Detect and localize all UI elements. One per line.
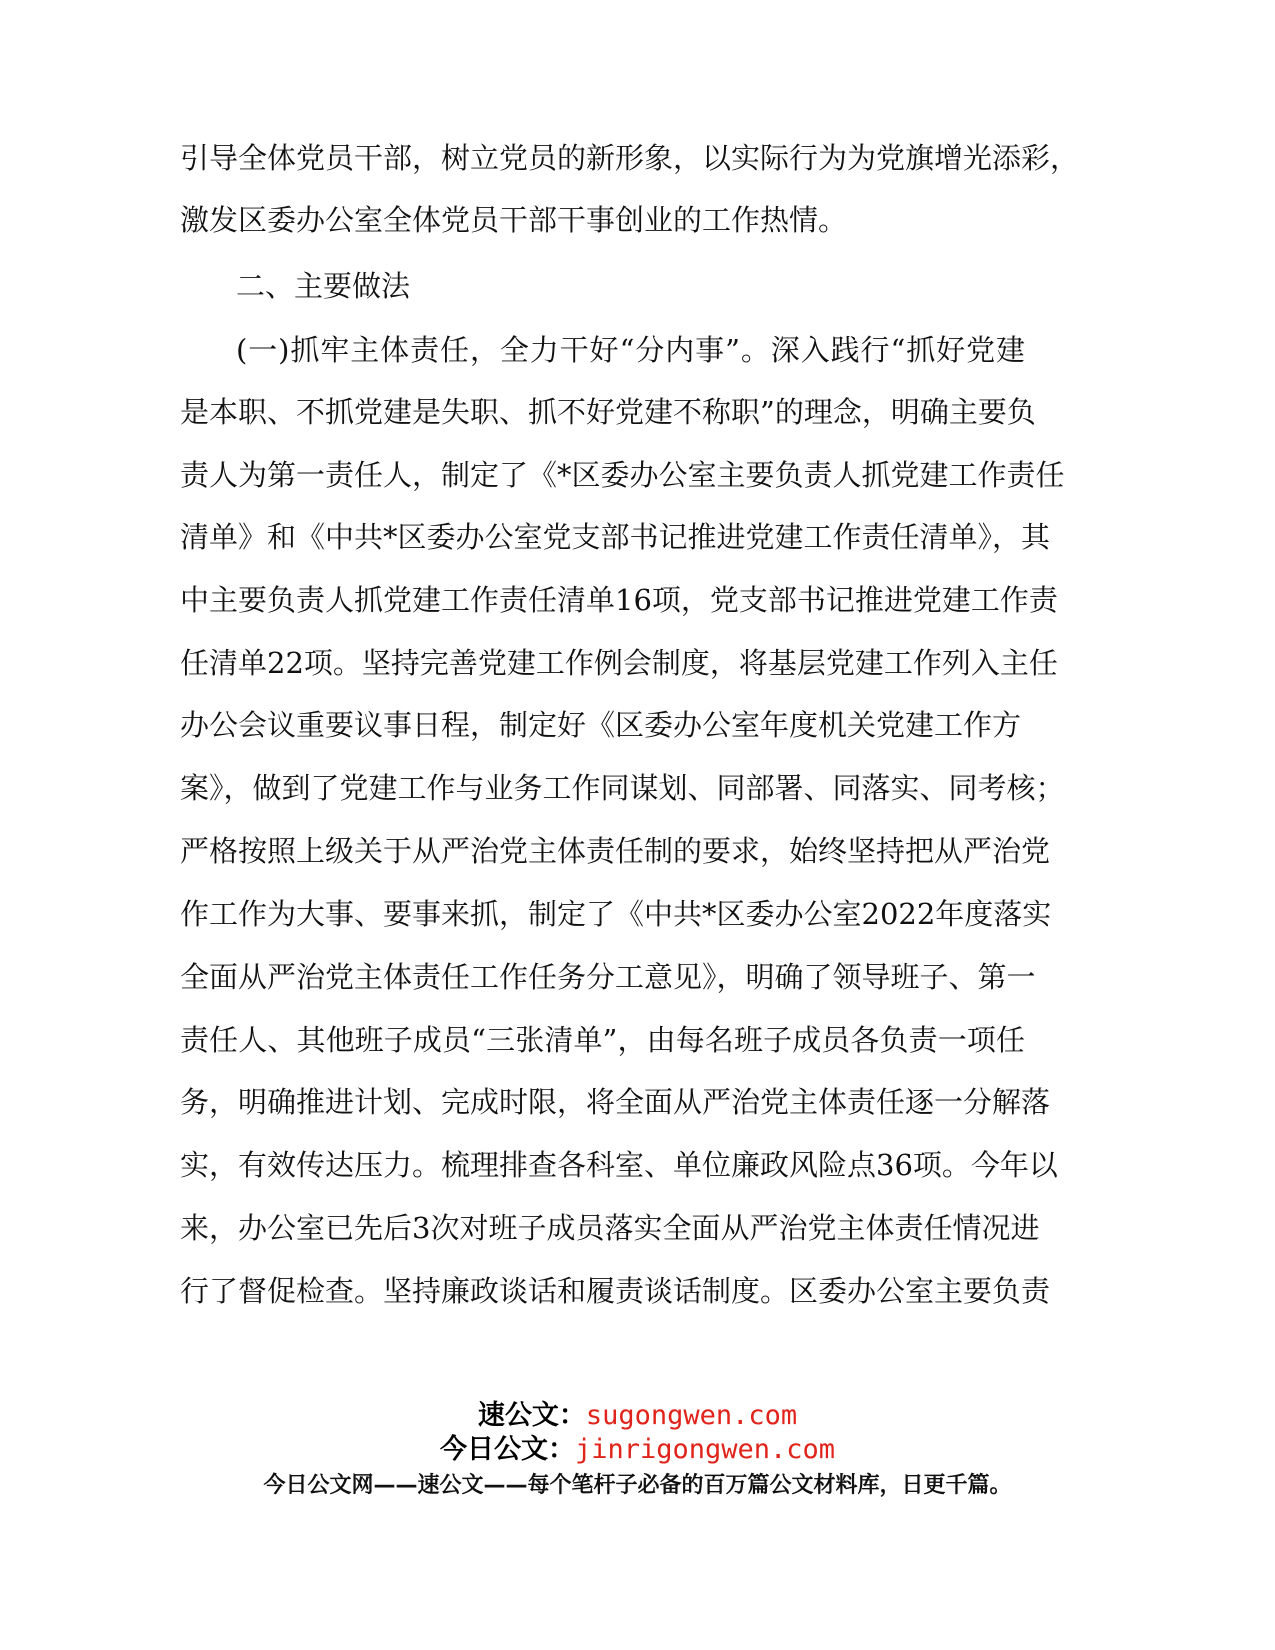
paragraph-line: 中主要负责人抓党建工作责任清单16项，党支部书记推进党建工作责 — [180, 583, 1058, 617]
site-label: 速公文： — [477, 1400, 586, 1431]
paragraph-line: 案》，做到了党建工作与业务工作同谋划、同部署、同落实、同考核； — [180, 771, 1065, 805]
section-heading: 二、主要做法 — [236, 269, 411, 303]
site-link[interactable]: sugongwen.com — [585, 1400, 798, 1431]
site-label: 今日公文： — [439, 1434, 575, 1465]
paragraph-line: 实，有效传达压力。梳理排查各科室、单位廉政风险点36项。今年以 — [180, 1148, 1058, 1182]
paragraph-line: 来，办公室已先后3次对班子成员落实全面从严治党主体责任情况进 — [180, 1211, 1040, 1245]
paragraph-line: 清单》和《中共*区委办公室党支部书记推进党建工作责任清单》，其 — [180, 520, 1051, 554]
footer-site-jinrigongwen — [0, 1432, 1275, 1468]
site-link[interactable]: jinrigongwen.com — [574, 1434, 836, 1465]
paragraph-line: 任清单22项。坚持完善党建工作例会制度，将基层党建工作列入主任 — [180, 646, 1058, 680]
paragraph-line: 严格按照上级关于从严治党主体责任制的要求，始终坚持把从严治党 — [180, 834, 1051, 868]
paragraph-line: 全面从严治党主体责任工作任务分工意见》，明确了领导班子、第一 — [180, 960, 1036, 994]
paragraph-line: 激发区委办公室全体党员干部干事创业的工作热情。 — [180, 203, 848, 237]
paragraph-line: (一)抓牢主体责任，全力干好“分内事”。深入践行“抓好党建 — [236, 333, 1025, 367]
paragraph-line: 是本职、不抓党建是失职、抓不好党建不称职”的理念，明确主要负 — [180, 395, 1036, 429]
footer-site-sugongwen — [0, 1398, 1275, 1434]
paragraph-line: 作工作为大事、要事来抓，制定了《中共*区委办公室2022年度落实 — [180, 897, 1052, 931]
paragraph-line: 责任人、其他班子成员“三张清单”，由每名班子成员各负责一项任 — [180, 1023, 1025, 1057]
paragraph-line: 办公会议重要议事日程，制定好《区委办公室年度机关党建工作方 — [180, 708, 1022, 742]
footer-slogan: 今日公文网——速公文——每个笔杆子必备的百万篇公文材料库，日更千篇。 — [263, 1473, 1012, 1498]
paragraph-line: 行了督促检查。坚持廉政谈话和履责谈话制度。区委办公室主要负责 — [180, 1274, 1051, 1308]
paragraph-line: 责人为第一责任人，制定了《*区委办公室主要负责人抓党建工作责任 — [180, 458, 1065, 492]
paragraph-line: 务，明确推进计划、完成时限，将全面从严治党主体责任逐一分解落 — [180, 1085, 1051, 1119]
paragraph-line: 引导全体党员干部，树立党员的新形象，以实际行为为党旗增光添彩， — [180, 141, 1080, 175]
